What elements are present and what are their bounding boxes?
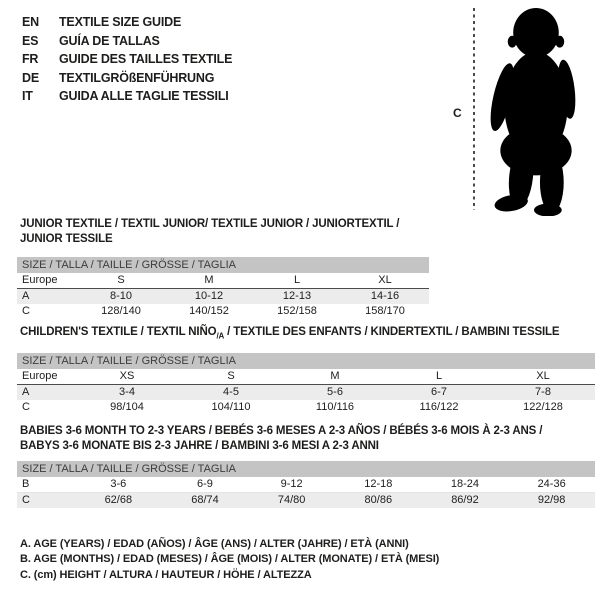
title-subscript: /A [216,331,225,341]
title-line-1: BABIES 3-6 MONTH TO 2-3 YEARS / BEBÉS 3-6 MESES A 2-3 AÑOS / BÉBÉS 3-6 MOIS À 2-3 ANS / [20,425,543,437]
height-dashed-line [473,8,475,210]
value-cell: 3-6 [75,477,162,493]
junior-table-title: JUNIOR TEXTILE / TEXTIL JUNIOR/ TEXTILE JUNIOR / JUNIORTEXTIL / JUNIOR TESSILE [20,218,400,245]
lang-label: GUÍA DE TALLAS [59,33,160,48]
value-cell: 12-13 [282,290,312,302]
value-cell: 3-4 [119,386,135,399]
table-row [17,385,595,401]
size-header-bar: SIZE / TALLA / TAILLE / GRÖSSE / TAGLIA [17,353,595,369]
babies-table-title [20,424,595,454]
value-cell: 152/158 [277,305,317,317]
size-header-bar: SIZE / TALLA / TAILLE / GRÖSSE / TAGLIA [17,257,429,273]
table-row [17,477,595,493]
value-cell: 74/80 [277,494,306,506]
value-cell: 4-5 [223,386,239,399]
row-label: C [22,305,30,317]
lang-code: EN [22,15,39,29]
value-cell: 6-7 [431,386,447,399]
table-row [17,289,429,305]
lang-code: DE [22,70,39,85]
lang-row-it [22,87,232,106]
lang-label: TEXTILE SIZE GUIDE [59,15,182,29]
table-row [17,369,595,385]
table-row [17,400,595,415]
legend-notes [20,537,439,583]
value-cell: 104/110 [211,401,251,414]
babies-size-table [17,477,595,508]
value-cell: 80/86 [364,494,393,506]
children-table-title [20,325,595,343]
row-label: Europe [17,273,77,289]
size-cell: S [77,273,165,289]
value-cell: 18-24 [422,477,509,493]
row-label: Europe [17,369,75,385]
value-cell: 24-36 [508,477,595,493]
row-label: A [22,386,30,399]
lang-label: GUIDE DES TAILLES TEXTILE [59,52,233,66]
value-cell: 14-16 [370,290,400,302]
size-cell: L [387,369,491,385]
value-cell: 6-9 [162,477,249,493]
title-part: CHILDREN'S TEXTILE / TEXTIL NIÑO [20,326,217,338]
value-cell: 116/122 [419,401,459,414]
lang-row-fr [22,50,232,69]
table-row [17,493,595,509]
junior-textile-section [17,217,429,319]
babies-textile-section [17,424,595,508]
lang-row-es [22,32,232,51]
table-row [17,304,429,319]
lang-label: GUIDA ALLE TAGLIE TESSILI [59,89,229,103]
size-cell: XL [341,273,429,289]
value-cell: 10-12 [194,290,224,302]
value-cell: 128/140 [101,305,141,317]
size-cell: M [283,369,387,385]
lang-code: FR [22,52,39,66]
children-size-table [17,369,595,415]
table-row [17,273,429,289]
lang-code: IT [22,89,33,103]
value-cell: 158/170 [365,305,405,317]
note-a: A. AGE (YEARS) / EDAD (AÑOS) / ÂGE (ANS) / ALTER (JAHRE) / ETÀ (ANNI) [20,538,409,550]
toddler-silhouette-icon [486,6,582,216]
value-cell: 140/152 [189,305,229,317]
row-label: B [17,477,75,493]
junior-size-table [17,273,429,319]
size-cell: L [253,273,341,289]
value-cell: 68/74 [191,494,219,506]
row-label: C [22,494,30,506]
value-cell: 86/92 [451,494,479,506]
value-cell: 7-8 [535,386,551,399]
height-marker-label: C [453,106,462,120]
size-cell: S [179,369,283,385]
note-b: B. AGE (MONTHS) / EDAD (MESES) / ÂGE (MOIS) / ALTER (MONATE) / ETÀ (MESI) [20,553,440,566]
children-textile-section [17,325,595,415]
value-cell: 8-10 [109,290,133,302]
lang-row-en [22,13,232,32]
value-cell: 122/128 [523,401,563,414]
lang-row-de [22,69,232,88]
size-cell: XL [491,369,595,385]
size-header-bar: SIZE / TALLA / TAILLE / GRÖSSE / TAGLIA [17,461,595,477]
lang-code: ES [22,33,39,48]
language-list [22,13,232,106]
size-cell: M [165,273,253,289]
value-cell: 12-18 [335,477,422,493]
value-cell: 110/116 [315,401,355,414]
title-line-2: BABYS 3-6 MONATE BIS 2-3 JAHRE / BAMBINI 3-6 MESI A 2-3 ANNI [20,440,379,452]
note-c: C. (cm) HEIGHT / ALTURA / HAUTEUR / HÖHE / ALTEZZA [20,568,312,581]
value-cell: 5-6 [327,386,343,399]
row-label: C [22,401,30,414]
title-part: / TEXTILE DES ENFANTS / KINDERTEXTIL / BAMBINI TESSILE [224,326,560,338]
value-cell: 92/98 [537,494,566,506]
value-cell: 98/104 [110,401,144,414]
row-label: A [22,290,30,302]
value-cell: 62/68 [104,494,133,506]
lang-label: TEXTILGRÖßENFÜHRUNG [59,70,215,85]
value-cell: 9-12 [248,477,335,493]
size-cell: XS [75,369,179,385]
